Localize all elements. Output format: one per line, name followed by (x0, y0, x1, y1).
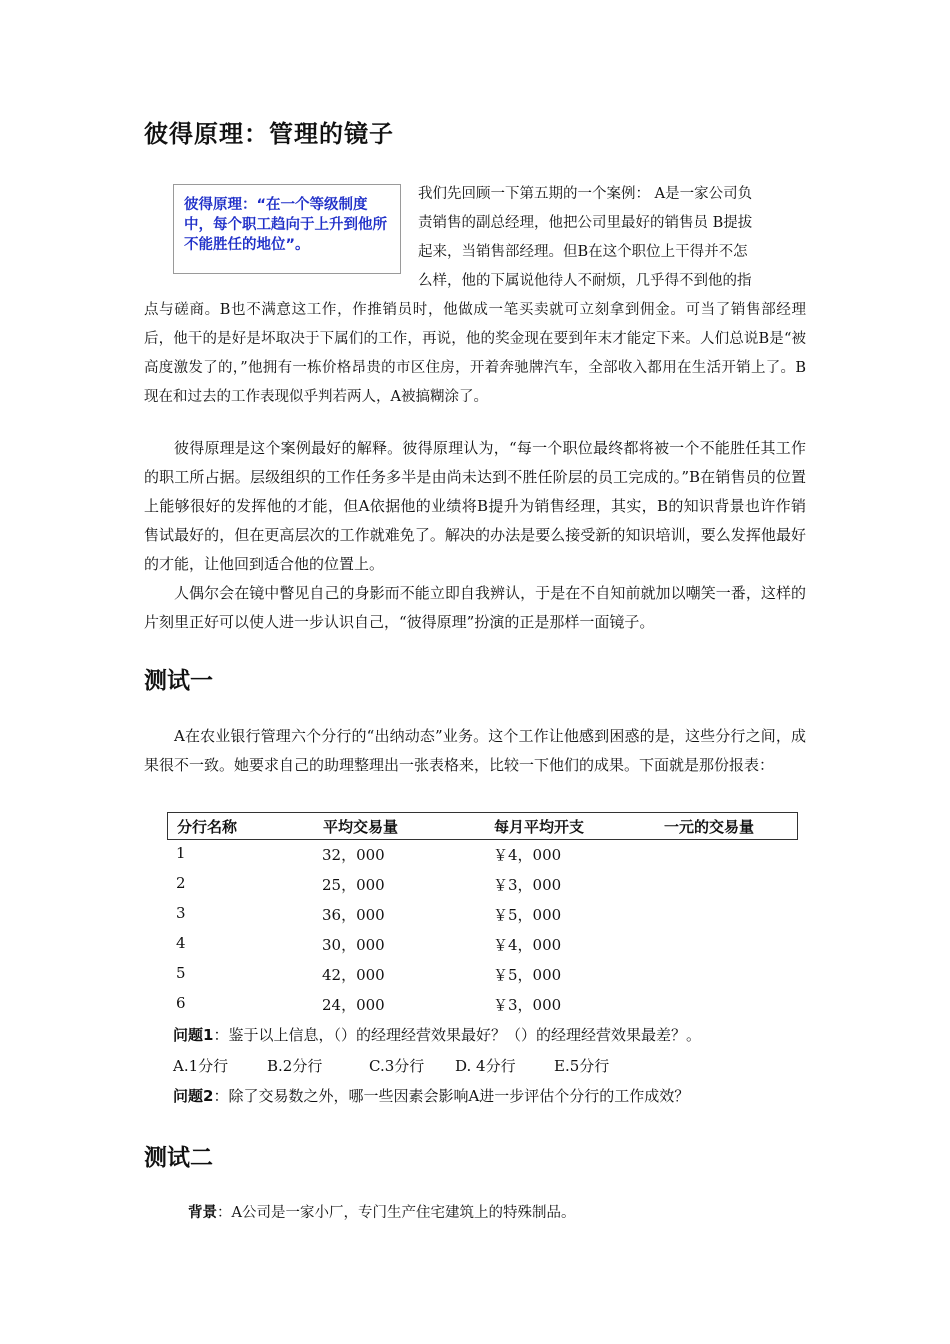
question-1-text: ：鉴于以上信息，（）的经理经营效果最好？（）的经理经营效果最差？。 (213, 1026, 701, 1044)
page-title: 彼得原理：管理的镜子 (144, 120, 394, 148)
table-cell: 5 (176, 964, 186, 982)
table-cell: 25，000 (322, 876, 385, 894)
table-cell: ￥4，000 (493, 846, 562, 864)
table-cell: ￥3，000 (493, 876, 562, 894)
table-cell: ￥5，000 (493, 966, 562, 984)
table-row (167, 994, 798, 1024)
quote-text: 彼得原理：“在一个等级制度中，每个职工趋向于上升到他所不能胜任的地位”。 (184, 197, 387, 253)
question-2-text: ：除了交易数之外，哪一些因素会影响A进一步评估个分行的工作成效？ (213, 1087, 690, 1105)
paragraph-1-side (418, 180, 808, 296)
question-2 (173, 1085, 689, 1106)
table-cell: 4 (176, 934, 186, 952)
column-header: 平均交易量 (323, 818, 399, 836)
test2-heading: 测试二 (144, 1145, 213, 1171)
test2-background (188, 1201, 575, 1222)
question-1 (173, 1024, 701, 1045)
table-row (167, 964, 798, 994)
background-label: 背景 (188, 1205, 217, 1221)
question-2-label: 问题2 (173, 1087, 214, 1105)
option-b: B.2分行 (267, 1057, 323, 1075)
table-cell: ￥3，000 (493, 996, 562, 1014)
table-cell: 24，000 (322, 996, 385, 1014)
option-d: D. 4分行 (455, 1057, 516, 1075)
text-line: 责销售的副总经理，他把公司里最好的销售员 B提拔 (418, 215, 753, 231)
table-row (167, 874, 798, 904)
option-a: A.1分行 (173, 1057, 229, 1075)
table-cell: 42，000 (322, 966, 385, 984)
table-header (167, 812, 798, 840)
option-c: C.3分行 (369, 1057, 425, 1075)
text-line: 我们先回顾一下第五期的一个案例： A是一家公司负 (418, 186, 753, 202)
table-cell: 2 (176, 874, 186, 892)
option-e: E.5分行 (554, 1057, 610, 1075)
test1-intro: A在农业银行管理六个分行的“出纳动态”业务。这个工作让他感到困惑的是，这些分行之间，成果很不一致。她要求自己的助理整理出一张表格来，比较一下他们的成果。下面就是那份报表： (144, 727, 806, 774)
test1-heading: 测试一 (144, 668, 213, 694)
table-cell: 36，000 (322, 906, 385, 924)
text-line: 起来，当销售部经理。但B在这个职位上干得并不怎 (418, 244, 748, 260)
table-row (167, 844, 798, 874)
table-cell: 6 (176, 994, 186, 1012)
table-cell: 30，000 (322, 936, 385, 954)
table-cell: 32，000 (322, 846, 385, 864)
quote-box (173, 184, 401, 274)
table-cell: 1 (176, 844, 186, 862)
table-cell: ￥4，000 (493, 936, 562, 954)
paragraph-2: 彼得原理是这个案例最好的解释。彼得原理认为，“每一个职位最终都将被一个不能胜任其工作的职工所占据。层级组织的工作任务多半是由尚未达到不胜任阶层的员工完成的。”B在销售员的位置上能够很好的发挥他的才能，但A依据他的业绩将B提升为销售经理，其实，B的知识背景也许作销售试最好的，但在更高层次的工作就难免了。解决的办法是要么接受新的知识培训，要么发挥他最好的才能，让他回到适合他的位置上。 (144, 439, 806, 573)
question-1-label: 问题1 (173, 1026, 214, 1044)
paragraph-3: 人偶尔会在镜中瞥见自己的身影而不能立即自我辨认，于是在不自知前就加以嘲笑一番，这样的片刻里正好可以使人进一步认识自己，“彼得原理”扮演的正是那样一面镜子。 (144, 584, 806, 631)
column-header: 每月平均开支 (494, 818, 585, 836)
column-header: 一元的交易量 (664, 818, 755, 836)
column-header: 分行名称 (177, 818, 238, 836)
table-cell: ￥5，000 (493, 906, 562, 924)
table-row (167, 934, 798, 964)
background-text: ：A公司是一家小厂，专门生产住宅建筑上的特殊制品。 (217, 1205, 576, 1221)
table-row (167, 904, 798, 934)
text-line: 么样，他的下属说他待人不耐烦，几乎得不到他的指 (418, 273, 752, 289)
paragraph-1-rest: 点与磋商。B也不满意这工作，作推销员时，他做成一笔买卖就可立刻拿到佣金。可当了销售部经理后，他干的是好是坏取决于下属们的工作，再说，他的奖金现在要到年末才能定下来。人们总说B是“被高度激发了的，”他拥有一栋价格昂贵的市区住房，开着奔驰牌汽车，全部收入都用在生活开销上了。B现在和过去的工作表现似乎判若两人，A被搞糊涂了。 (144, 302, 806, 405)
table-cell: 3 (176, 904, 186, 922)
